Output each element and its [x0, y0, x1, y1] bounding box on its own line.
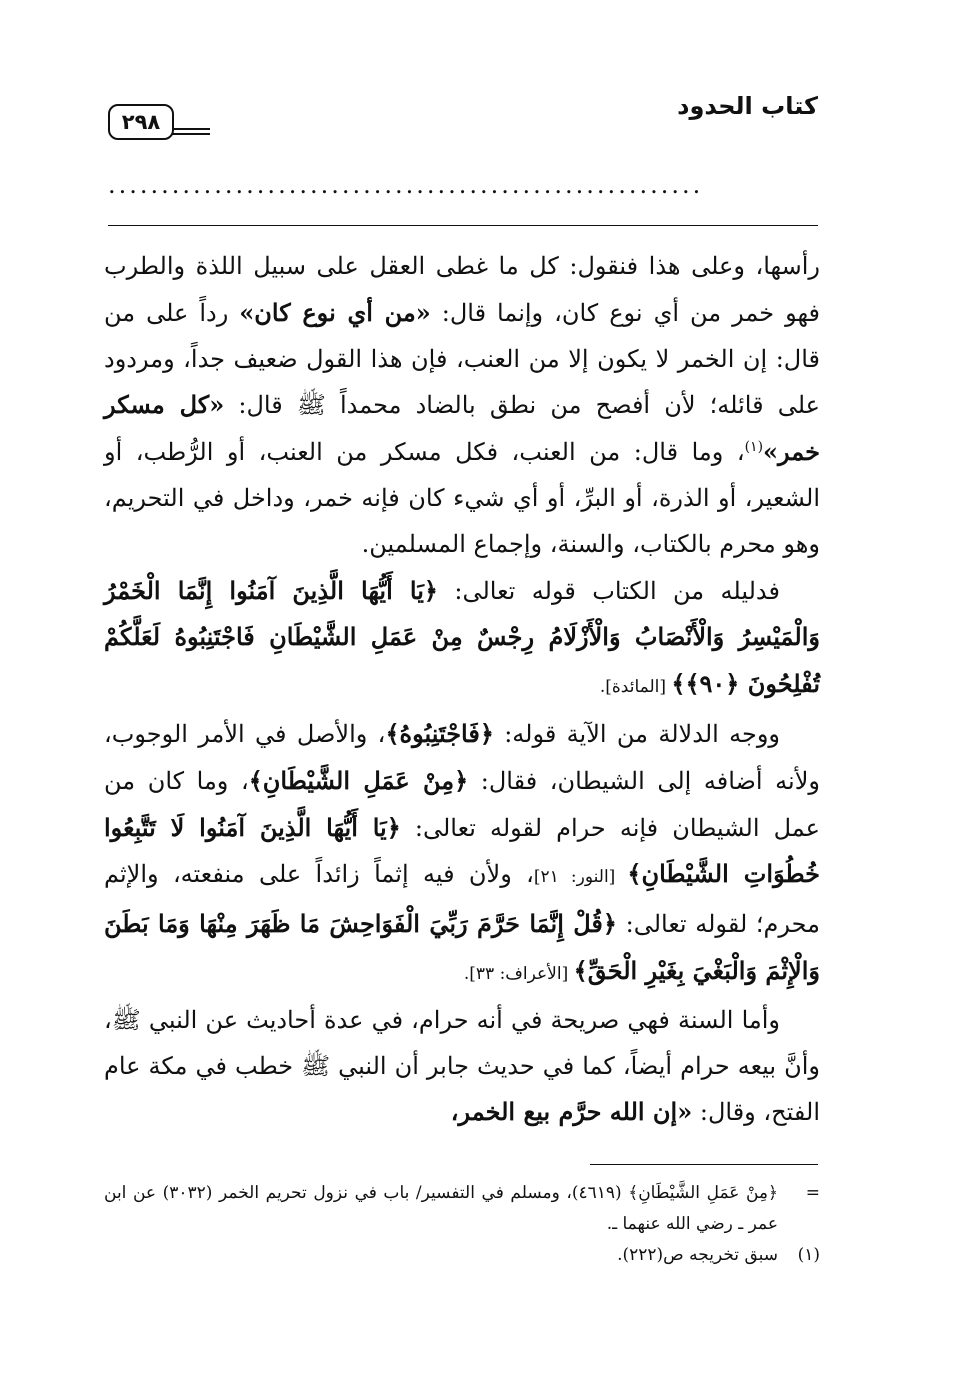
- paragraph-1: رأسها، وعلى هذا فنقول: كل ما غطى العقل على سبيل اللذة والطرب فهو خمر من أي نوع كان، وإنما قال: «من أي نوع كان» رداً على من قال: إن الخمر لا يكون إلا من العنب، فإن هذا القول ضعيف جداً، ومردود على قائله؛ لأن أفصح من نطق بالضاد محمداً ﷺ قال: «كل مسكر خمر»$^{(١)}$، وما قال: من العنب، فكل مسكر من العنب، أو الرُّطب، أو الشعير، أو الذرة، أو البرِّ، أو أي شيء كان فإنه خمر، وداخل في التحريم، وهو محرم بالكتاب، والسنة، وإجماع المسلمين.: [104, 252, 820, 558]
- book-title: كتاب الحدود: [677, 92, 818, 120]
- header-rule: [170, 128, 210, 130]
- verse-citation: [المائدة].: [599, 677, 672, 698]
- top-rule: [108, 225, 818, 226]
- main-text: [104, 244, 820, 1136]
- footnotes: [104, 1178, 820, 1271]
- hadith-quote: «من أي نوع كان»: [239, 297, 431, 327]
- verse-citation: [النور: ٢١]: [533, 867, 628, 888]
- page-number: ٢٩٨: [108, 104, 174, 140]
- paragraph-4: وأما السنة فهي صريحة في أنه حرام، في عدة أحاديث عن النبي ﷺ، وأنَّ بيعه حرام أيضاً، كما في حديث جابر أن النبي ﷺ خطب في مكة عام الفتح، وقال: «إن الله حرَّم بيع الخمر،: [104, 1005, 820, 1127]
- footnote-marker: =: [805, 1183, 820, 1203]
- quran-verse: ﴿فَاجْتَنِبُوهُ﴾: [385, 718, 494, 748]
- dotted-separator: ........................................................: [108, 172, 704, 198]
- quran-verse: ﴿يَا أَيُّهَا الَّذِينَ آمَنُوا إِنَّمَا الْخَمْرُ وَالْمَيْسِرُ وَالْأَنْصَابُ وَالْأَزْلَامُ رِجْسٌ مِنْ عَمَلِ الشَّيْطَانِ فَاجْتَنِبُوهُ لَعَلَّكُمْ تُفْلِحُونَ ﴿٩٠﴾﴾: [104, 575, 820, 699]
- footnote-text: سبق تخريجه ص(٢٢٢).: [617, 1245, 778, 1265]
- quran-verse: ﴿قُلْ إِنَّمَا حَرَّمَ رَبِّيَ الْفَوَاحِشَ مَا ظَهَرَ مِنْهَا وَمَا بَطَنَ وَالْإِثْمَ وَالْبَغْيَ بِغَيْرِ الْحَقِّ﴾: [104, 909, 820, 985]
- footnote-item: [104, 1240, 820, 1271]
- quran-verse: ﴿يَا أَيُّهَا الَّذِينَ آمَنُوا لَا تَتَّبِعُوا خُطُوَاتِ الشَّيْطَانِ﴾: [104, 812, 820, 889]
- header-rule: [170, 133, 210, 135]
- footnote-ref: (١): [744, 439, 764, 456]
- verse-citation: [الأعراف: ٣٣].: [463, 963, 574, 984]
- quran-verse: ﴿مِنْ عَمَلِ الشَّيْطَانِ﴾: [248, 765, 469, 795]
- paragraph-3: ووجه الدلالة من الآية قوله: ﴿فَاجْتَنِبُوهُ﴾، والأصل في الأمر الوجوب، ولأنه أضافه إلى الشيطان، فقال: ﴿مِنْ عَمَلِ الشَّيْطَانِ﴾، وما كان من عمل الشيطان فإنه حرام لقوله تعالى: ﴿يَا أَيُّهَا الَّذِينَ آمَنُوا لَا تَتَّبِعُوا خُطُوَاتِ الشَّيْطَانِ﴾ [النور: ٢١]، ولأن فيه إثماً زائداً على منفعته، والإثم محرم؛ لقوله تعالى: ﴿قُلْ إِنَّمَا حَرَّمَ رَبِّيَ الْفَوَاحِشَ مَا ظَهَرَ مِنْهَا وَمَا بَطَنَ وَالْإِثْمَ وَالْبَغْيَ بِغَيْرِ الْحَقِّ﴾ [الأعراف: ٣٣].: [104, 718, 820, 985]
- page-number-ornament: [108, 88, 288, 148]
- paragraph-2: فدليله من الكتاب قوله تعالى: ﴿يَا أَيُّهَا الَّذِينَ آمَنُوا إِنَّمَا الْخَمْرُ وَالْمَيْسِرُ وَالْأَنْصَابُ وَالْأَزْلَامُ رِجْسٌ مِنْ عَمَلِ الشَّيْطَانِ فَاجْتَنِبُوهُ لَعَلَّكُمْ تُفْلِحُونَ ﴿٩٠﴾﴾ [المائدة].: [104, 575, 820, 699]
- hadith-quote: «كل مسكر خمر»: [104, 390, 820, 467]
- hadith-quote: «إن الله حرَّم بيع الخمر،: [450, 1097, 693, 1127]
- page-header: [108, 88, 818, 148]
- footnote-item: [104, 1178, 820, 1240]
- footnote-rule: [590, 1164, 818, 1165]
- footnote-text: ﴿مِنْ عَمَلِ الشَّيْطَانِ﴾ (٤٦١٩)، ومسلم في التفسير/ باب في نزول تحريم الخمر (٣٠٣٢) عن ابن عمر ـ رضي الله عنهما ـ.: [104, 1183, 778, 1234]
- footnote-marker: (١): [797, 1245, 820, 1265]
